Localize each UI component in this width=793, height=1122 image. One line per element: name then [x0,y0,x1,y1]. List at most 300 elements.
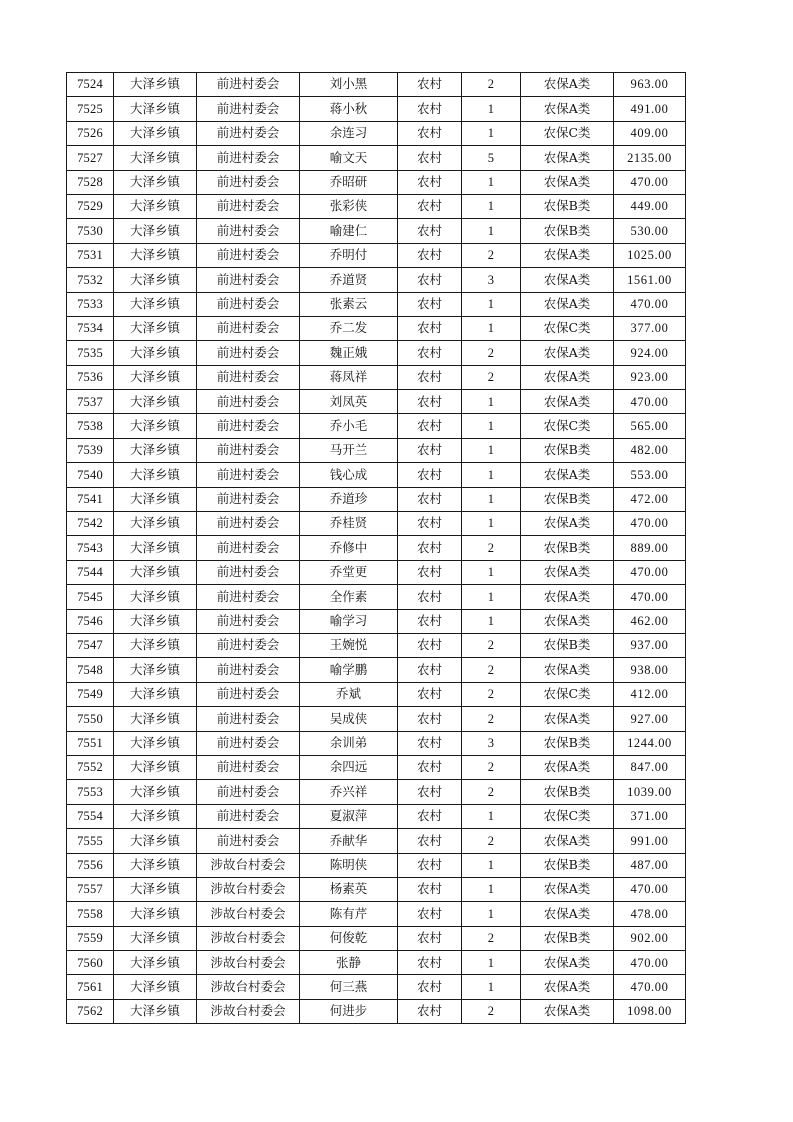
cell-person-name: 喻建仁 [300,219,398,243]
cell-household-count: 1 [462,902,521,926]
cell-town: 大泽乡镇 [114,902,197,926]
cell-area-type: 农村 [398,487,462,511]
cell-town: 大泽乡镇 [114,170,197,194]
cell-town: 大泽乡镇 [114,414,197,438]
cell-area-type: 农村 [398,926,462,950]
cell-household-count: 2 [462,707,521,731]
table-row [67,780,686,804]
cell-insurance-category: 农保A类 [521,341,614,365]
cell-area-type: 农村 [398,341,462,365]
cell-village-committee: 前进村委会 [197,755,300,779]
cell-person-name: 余四远 [300,755,398,779]
cell-household-count: 2 [462,755,521,779]
cell-serial-number: 7540 [67,463,114,487]
cell-insurance-category: 农保A类 [521,512,614,536]
cell-area-type: 农村 [398,365,462,389]
cell-amount: 530.00 [614,219,686,243]
cell-person-name: 陈有芹 [300,902,398,926]
cell-area-type: 农村 [398,999,462,1023]
cell-serial-number: 7548 [67,658,114,682]
cell-insurance-category: 农保C类 [521,316,614,340]
cell-amount: 470.00 [614,585,686,609]
cell-town: 大泽乡镇 [114,292,197,316]
cell-area-type: 农村 [398,390,462,414]
cell-village-committee: 前进村委会 [197,341,300,365]
cell-town: 大泽乡镇 [114,512,197,536]
cell-person-name: 马开兰 [300,438,398,462]
cell-area-type: 农村 [398,633,462,657]
cell-household-count: 1 [462,414,521,438]
cell-serial-number: 7561 [67,975,114,999]
cell-serial-number: 7559 [67,926,114,950]
cell-village-committee: 前进村委会 [197,707,300,731]
cell-area-type: 农村 [398,97,462,121]
cell-person-name: 何进步 [300,999,398,1023]
cell-insurance-category: 农保A类 [521,951,614,975]
cell-area-type: 农村 [398,243,462,267]
cell-serial-number: 7526 [67,121,114,145]
cell-insurance-category: 农保A类 [521,390,614,414]
cell-village-committee: 前进村委会 [197,682,300,706]
table-row [67,975,686,999]
table-row [67,268,686,292]
cell-serial-number: 7556 [67,853,114,877]
cell-village-committee: 涉故台村委会 [197,853,300,877]
cell-town: 大泽乡镇 [114,268,197,292]
cell-insurance-category: 农保A类 [521,829,614,853]
table-row [67,97,686,121]
cell-village-committee: 前进村委会 [197,780,300,804]
cell-insurance-category: 农保A类 [521,170,614,194]
table-row [67,951,686,975]
cell-area-type: 农村 [398,146,462,170]
cell-household-count: 1 [462,487,521,511]
cell-town: 大泽乡镇 [114,926,197,950]
cell-town: 大泽乡镇 [114,585,197,609]
cell-serial-number: 7533 [67,292,114,316]
cell-person-name: 喻学习 [300,609,398,633]
cell-town: 大泽乡镇 [114,194,197,218]
cell-area-type: 农村 [398,951,462,975]
cell-serial-number: 7552 [67,755,114,779]
cell-serial-number: 7550 [67,707,114,731]
cell-household-count: 1 [462,975,521,999]
cell-area-type: 农村 [398,316,462,340]
cell-area-type: 农村 [398,536,462,560]
cell-area-type: 农村 [398,121,462,145]
cell-insurance-category: 农保A类 [521,292,614,316]
cell-person-name: 张静 [300,951,398,975]
cell-serial-number: 7539 [67,438,114,462]
cell-person-name: 乔昭研 [300,170,398,194]
table-row [67,316,686,340]
cell-town: 大泽乡镇 [114,243,197,267]
cell-serial-number: 7557 [67,877,114,901]
cell-town: 大泽乡镇 [114,609,197,633]
cell-village-committee: 前进村委会 [197,609,300,633]
cell-household-count: 1 [462,609,521,633]
table-row [67,609,686,633]
cell-amount: 470.00 [614,877,686,901]
cell-serial-number: 7534 [67,316,114,340]
cell-serial-number: 7544 [67,560,114,584]
cell-serial-number: 7530 [67,219,114,243]
cell-insurance-category: 农保A类 [521,755,614,779]
cell-person-name: 余训弟 [300,731,398,755]
cell-serial-number: 7541 [67,487,114,511]
cell-village-committee: 前进村委会 [197,731,300,755]
cell-town: 大泽乡镇 [114,853,197,877]
cell-village-committee: 前进村委会 [197,390,300,414]
cell-town: 大泽乡镇 [114,829,197,853]
cell-town: 大泽乡镇 [114,755,197,779]
cell-person-name: 吴成侠 [300,707,398,731]
table-row [67,219,686,243]
cell-area-type: 农村 [398,414,462,438]
cell-area-type: 农村 [398,902,462,926]
cell-area-type: 农村 [398,609,462,633]
cell-town: 大泽乡镇 [114,146,197,170]
cell-town: 大泽乡镇 [114,316,197,340]
cell-area-type: 农村 [398,512,462,536]
table-row [67,877,686,901]
table-row [67,512,686,536]
cell-person-name: 全作素 [300,585,398,609]
cell-serial-number: 7560 [67,951,114,975]
cell-insurance-category: 农保A类 [521,585,614,609]
cell-village-committee: 前进村委会 [197,829,300,853]
cell-household-count: 1 [462,463,521,487]
cell-village-committee: 前进村委会 [197,536,300,560]
cell-amount: 1098.00 [614,999,686,1023]
cell-insurance-category: 农保A类 [521,707,614,731]
cell-household-count: 2 [462,73,521,97]
cell-serial-number: 7549 [67,682,114,706]
cell-household-count: 2 [462,682,521,706]
cell-amount: 937.00 [614,633,686,657]
cell-amount: 449.00 [614,194,686,218]
cell-household-count: 2 [462,780,521,804]
cell-village-committee: 前进村委会 [197,487,300,511]
cell-person-name: 陈明侠 [300,853,398,877]
table-row [67,341,686,365]
cell-person-name: 乔道贤 [300,268,398,292]
cell-amount: 889.00 [614,536,686,560]
cell-serial-number: 7551 [67,731,114,755]
cell-insurance-category: 农保B类 [521,731,614,755]
table-row [67,73,686,97]
cell-amount: 927.00 [614,707,686,731]
cell-insurance-category: 农保B类 [521,487,614,511]
cell-household-count: 5 [462,146,521,170]
cell-household-count: 1 [462,585,521,609]
cell-household-count: 1 [462,194,521,218]
cell-village-committee: 前进村委会 [197,243,300,267]
cell-serial-number: 7562 [67,999,114,1023]
beneficiary-table [66,72,686,1024]
cell-amount: 1244.00 [614,731,686,755]
cell-person-name: 张素云 [300,292,398,316]
cell-serial-number: 7535 [67,341,114,365]
cell-town: 大泽乡镇 [114,121,197,145]
cell-village-committee: 前进村委会 [197,194,300,218]
cell-village-committee: 涉故台村委会 [197,975,300,999]
cell-amount: 938.00 [614,658,686,682]
table-row [67,146,686,170]
cell-village-committee: 前进村委会 [197,73,300,97]
cell-town: 大泽乡镇 [114,97,197,121]
cell-area-type: 农村 [398,194,462,218]
cell-amount: 923.00 [614,365,686,389]
cell-amount: 470.00 [614,975,686,999]
cell-town: 大泽乡镇 [114,877,197,901]
cell-insurance-category: 农保A类 [521,268,614,292]
cell-insurance-category: 农保A类 [521,999,614,1023]
table-row [67,707,686,731]
cell-village-committee: 涉故台村委会 [197,902,300,926]
cell-person-name: 魏正娥 [300,341,398,365]
cell-area-type: 农村 [398,560,462,584]
cell-person-name: 蒋凤祥 [300,365,398,389]
cell-serial-number: 7531 [67,243,114,267]
cell-village-committee: 前进村委会 [197,512,300,536]
cell-amount: 924.00 [614,341,686,365]
cell-insurance-category: 农保B类 [521,438,614,462]
cell-amount: 377.00 [614,316,686,340]
cell-amount: 482.00 [614,438,686,462]
cell-amount: 2135.00 [614,146,686,170]
cell-person-name: 乔小毛 [300,414,398,438]
cell-insurance-category: 农保B类 [521,536,614,560]
cell-insurance-category: 农保A类 [521,658,614,682]
cell-serial-number: 7527 [67,146,114,170]
cell-insurance-category: 农保C类 [521,121,614,145]
cell-household-count: 2 [462,243,521,267]
table-row [67,365,686,389]
cell-amount: 1025.00 [614,243,686,267]
cell-amount: 991.00 [614,829,686,853]
cell-town: 大泽乡镇 [114,463,197,487]
table-row [67,194,686,218]
cell-area-type: 农村 [398,853,462,877]
cell-town: 大泽乡镇 [114,999,197,1023]
cell-area-type: 农村 [398,804,462,828]
cell-serial-number: 7555 [67,829,114,853]
cell-amount: 1561.00 [614,268,686,292]
cell-person-name: 杨素英 [300,877,398,901]
cell-town: 大泽乡镇 [114,73,197,97]
cell-area-type: 农村 [398,268,462,292]
cell-village-committee: 前进村委会 [197,414,300,438]
cell-insurance-category: 农保B类 [521,853,614,877]
cell-area-type: 农村 [398,707,462,731]
cell-area-type: 农村 [398,682,462,706]
cell-household-count: 1 [462,438,521,462]
cell-insurance-category: 农保B类 [521,780,614,804]
table-row [67,804,686,828]
table-row [67,121,686,145]
table-row [67,390,686,414]
cell-town: 大泽乡镇 [114,365,197,389]
cell-town: 大泽乡镇 [114,682,197,706]
cell-amount: 412.00 [614,682,686,706]
cell-village-committee: 前进村委会 [197,365,300,389]
cell-village-committee: 前进村委会 [197,463,300,487]
cell-town: 大泽乡镇 [114,487,197,511]
cell-person-name: 刘凤英 [300,390,398,414]
cell-serial-number: 7528 [67,170,114,194]
cell-insurance-category: 农保A类 [521,560,614,584]
cell-amount: 371.00 [614,804,686,828]
cell-household-count: 2 [462,658,521,682]
cell-serial-number: 7553 [67,780,114,804]
cell-amount: 963.00 [614,73,686,97]
cell-person-name: 乔道珍 [300,487,398,511]
cell-village-committee: 涉故台村委会 [197,999,300,1023]
cell-household-count: 2 [462,829,521,853]
table-row [67,999,686,1023]
table-row [67,536,686,560]
cell-amount: 902.00 [614,926,686,950]
cell-household-count: 1 [462,804,521,828]
table-row [67,560,686,584]
cell-serial-number: 7536 [67,365,114,389]
cell-amount: 470.00 [614,560,686,584]
cell-area-type: 农村 [398,73,462,97]
cell-household-count: 1 [462,390,521,414]
cell-person-name: 乔修中 [300,536,398,560]
table-row [67,170,686,194]
table-row [67,487,686,511]
cell-town: 大泽乡镇 [114,731,197,755]
cell-serial-number: 7558 [67,902,114,926]
cell-amount: 470.00 [614,951,686,975]
table-row [67,658,686,682]
cell-serial-number: 7554 [67,804,114,828]
cell-person-name: 余连习 [300,121,398,145]
cell-serial-number: 7532 [67,268,114,292]
cell-household-count: 1 [462,316,521,340]
cell-amount: 478.00 [614,902,686,926]
cell-insurance-category: 农保A类 [521,146,614,170]
cell-household-count: 1 [462,121,521,145]
cell-town: 大泽乡镇 [114,438,197,462]
cell-village-committee: 前进村委会 [197,658,300,682]
cell-insurance-category: 农保B类 [521,633,614,657]
cell-town: 大泽乡镇 [114,707,197,731]
cell-household-count: 2 [462,999,521,1023]
table-row [67,755,686,779]
cell-area-type: 农村 [398,585,462,609]
cell-area-type: 农村 [398,780,462,804]
cell-serial-number: 7537 [67,390,114,414]
cell-person-name: 乔堂更 [300,560,398,584]
cell-household-count: 1 [462,97,521,121]
cell-person-name: 乔明付 [300,243,398,267]
table-row [67,585,686,609]
cell-village-committee: 前进村委会 [197,268,300,292]
cell-person-name: 何俊乾 [300,926,398,950]
cell-amount: 462.00 [614,609,686,633]
table-row [67,633,686,657]
cell-town: 大泽乡镇 [114,536,197,560]
cell-person-name: 钱心成 [300,463,398,487]
table-row [67,829,686,853]
cell-village-committee: 前进村委会 [197,170,300,194]
cell-person-name: 夏淑萍 [300,804,398,828]
cell-person-name: 乔献华 [300,829,398,853]
cell-village-committee: 前进村委会 [197,146,300,170]
cell-amount: 487.00 [614,853,686,877]
cell-household-count: 1 [462,292,521,316]
cell-village-committee: 前进村委会 [197,97,300,121]
cell-village-committee: 前进村委会 [197,633,300,657]
cell-household-count: 2 [462,926,521,950]
cell-insurance-category: 农保C类 [521,804,614,828]
cell-town: 大泽乡镇 [114,804,197,828]
cell-village-committee: 前进村委会 [197,121,300,145]
cell-village-committee: 前进村委会 [197,585,300,609]
table-row [67,292,686,316]
cell-household-count: 1 [462,560,521,584]
cell-area-type: 农村 [398,463,462,487]
cell-insurance-category: 农保B类 [521,926,614,950]
cell-serial-number: 7547 [67,633,114,657]
cell-person-name: 何三燕 [300,975,398,999]
cell-serial-number: 7524 [67,73,114,97]
cell-insurance-category: 农保C类 [521,682,614,706]
cell-village-committee: 前进村委会 [197,316,300,340]
cell-insurance-category: 农保A类 [521,365,614,389]
cell-person-name: 张彩侠 [300,194,398,218]
cell-town: 大泽乡镇 [114,975,197,999]
table-row [67,463,686,487]
cell-serial-number: 7543 [67,536,114,560]
cell-town: 大泽乡镇 [114,390,197,414]
cell-person-name: 蒋小秋 [300,97,398,121]
cell-insurance-category: 农保A类 [521,243,614,267]
cell-household-count: 1 [462,170,521,194]
cell-town: 大泽乡镇 [114,560,197,584]
table-body [67,73,686,1024]
cell-person-name: 喻学鹏 [300,658,398,682]
cell-village-committee: 前进村委会 [197,804,300,828]
cell-household-count: 2 [462,341,521,365]
cell-village-committee: 前进村委会 [197,292,300,316]
table-row [67,414,686,438]
cell-serial-number: 7545 [67,585,114,609]
cell-insurance-category: 农保A类 [521,463,614,487]
table-row [67,902,686,926]
cell-insurance-category: 农保A类 [521,975,614,999]
cell-village-committee: 前进村委会 [197,219,300,243]
cell-village-committee: 涉故台村委会 [197,951,300,975]
cell-person-name: 乔兴祥 [300,780,398,804]
cell-area-type: 农村 [398,755,462,779]
cell-amount: 470.00 [614,390,686,414]
cell-person-name: 乔斌 [300,682,398,706]
cell-town: 大泽乡镇 [114,341,197,365]
cell-amount: 409.00 [614,121,686,145]
cell-town: 大泽乡镇 [114,951,197,975]
cell-household-count: 2 [462,536,521,560]
cell-amount: 472.00 [614,487,686,511]
table-row [67,731,686,755]
cell-amount: 565.00 [614,414,686,438]
cell-serial-number: 7546 [67,609,114,633]
cell-insurance-category: 农保C类 [521,414,614,438]
cell-area-type: 农村 [398,731,462,755]
